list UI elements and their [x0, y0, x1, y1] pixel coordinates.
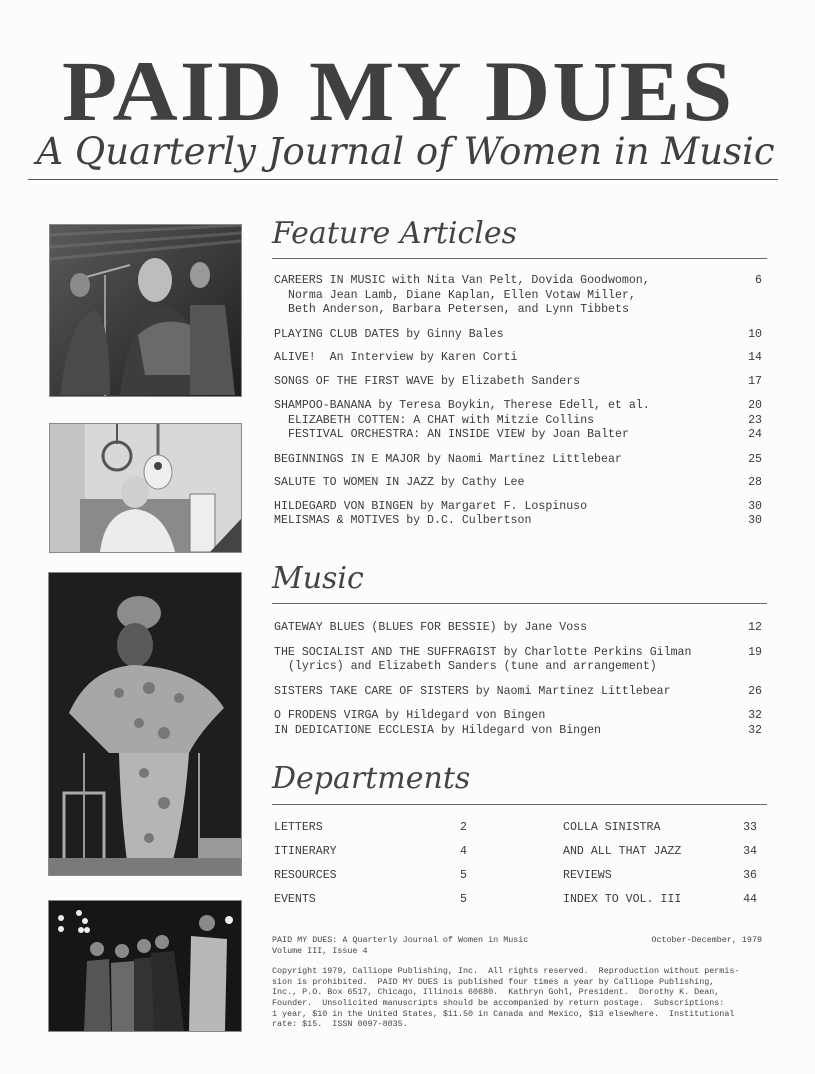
photo-group-on-stage — [48, 900, 242, 1032]
department-title: ITINERARY — [274, 845, 337, 858]
department-entry — [563, 888, 757, 912]
toc-entry-page: 14 — [748, 351, 762, 364]
toc-entry-page: 30 — [748, 514, 762, 527]
department-title: AND ALL THAT JAZZ — [563, 845, 682, 858]
photo-woman-with-instruments — [49, 423, 242, 553]
photo-band-performing — [49, 224, 242, 397]
toc-entry — [274, 476, 762, 491]
toc-entry — [274, 621, 762, 636]
department-entry — [563, 864, 757, 888]
toc-entry-continued — [274, 289, 762, 304]
issue-date: October-December, 1979 — [651, 935, 762, 945]
masthead-title — [28, 43, 768, 139]
department-title: COLLA SINISTRA — [563, 821, 661, 834]
section-rule-music — [272, 603, 767, 604]
department-title: LETTERS — [274, 821, 323, 834]
department-title: EVENTS — [274, 893, 316, 906]
toc-entry-page: 24 — [748, 428, 762, 441]
toc-entry — [274, 399, 762, 414]
masthead-subtitle: A Quarterly Journal of Women in Music — [36, 130, 775, 173]
department-entry — [563, 816, 757, 840]
toc-entry-title: Beth Anderson, Barbara Petersen, and Lynn Tibbets — [288, 303, 629, 316]
toc-entry-page: 26 — [748, 684, 762, 698]
toc-entry — [274, 414, 762, 429]
publication-header — [272, 935, 762, 946]
toc-entry-title: CAREERS IN MUSIC with Nita Van Pelt, Dovida Goodwomon, — [274, 274, 650, 287]
department-page: 5 — [460, 869, 467, 882]
toc-entry-title: HILDEGARD VON BINGEN by Margaret F. Lospinuso — [274, 499, 588, 513]
toc-entry-title: SALUTE TO WOMEN IN JAZZ by Cathy Lee — [274, 476, 525, 489]
section-rule-feature-articles — [272, 258, 767, 259]
section-title-feature-articles: Feature Articles — [272, 216, 518, 251]
toc-entry-page: 19 — [748, 645, 762, 659]
toc-entry — [274, 328, 762, 343]
copyright-line: rate: $15. ISSN 0097-8035. — [272, 1019, 408, 1030]
toc-entry — [274, 724, 762, 739]
toc-entry — [274, 351, 762, 366]
toc-entry-page: 30 — [748, 499, 762, 513]
toc-entry-page: 10 — [748, 327, 762, 341]
copyright-line: Founder. Unsolicited manuscripts should be accompanied by return postage. Subscriptions: — [272, 997, 725, 1008]
toc-entry — [274, 428, 762, 443]
toc-entry-title: SONGS OF THE FIRST WAVE by Elizabeth Sanders — [274, 374, 581, 388]
publication-info — [272, 935, 762, 1030]
toc-entry-page: 12 — [748, 621, 762, 634]
toc-entry-title: ELIZABETH COTTEN: A CHAT with Mitzie Collins — [288, 413, 595, 427]
department-page: 44 — [743, 893, 757, 906]
toc-entry-title: SHAMPOO-BANANA by Teresa Boykin, Therese Edell, et al. — [274, 399, 650, 412]
toc-entry — [274, 514, 762, 529]
department-title: REVIEWS — [563, 869, 612, 882]
toc-entry — [274, 646, 762, 661]
toc-entry-page: 20 — [748, 399, 762, 412]
masthead-title-text: PAID MY DUES — [61, 43, 735, 139]
departments-right-list — [563, 816, 757, 912]
toc-entry — [274, 709, 762, 724]
toc-entry — [274, 453, 762, 468]
departments-left-list — [274, 816, 467, 912]
feature-articles-list — [274, 274, 762, 529]
section-rule-departments — [272, 804, 767, 805]
toc-entry-title: FESTIVAL ORCHESTRA: AN INSIDE VIEW by Joan Balter — [288, 428, 629, 441]
toc-entry-page: 28 — [748, 476, 762, 489]
toc-entry-title: (lyrics) and Elizabeth Sanders (tune and arrangement) — [288, 660, 657, 673]
toc-entry-title: O FRODENS VIRGA by Hildegard von Bingen — [274, 709, 546, 722]
toc-entry-title: MELISMAS & MOTIVES by D.C. Culbertson — [274, 514, 532, 527]
journal-name: PAID MY DUES: A Quarterly Journal of Women in Music — [272, 935, 529, 945]
toc-entry-title: Norma Jean Lamb, Diane Kaplan, Ellen Votaw Miller, — [288, 288, 636, 302]
department-entry — [274, 864, 467, 888]
toc-entry-page: 32 — [748, 709, 762, 722]
toc-entry — [274, 274, 762, 289]
toc-entry-title: BEGINNINGS IN E MAJOR by Naomi Martinez Littlebear — [274, 452, 622, 466]
department-title: RESOURCES — [274, 869, 337, 882]
copyright-line: sion is prohibited. PAID MY DUES is published four times a year by Calliope Publishing, — [272, 976, 715, 987]
volume-issue: Volume III, Issue 4 — [272, 945, 368, 956]
toc-entry-title: SISTERS TAKE CARE OF SISTERS by Naomi Martinez Littlebear — [274, 684, 671, 698]
toc-entry — [274, 500, 762, 515]
department-entry — [274, 840, 467, 864]
toc-entry — [274, 375, 762, 390]
department-title: INDEX TO VOL. III — [563, 893, 682, 906]
photo-singer-on-stage — [48, 572, 242, 876]
toc-entry-title: PLAYING CLUB DATES by Ginny Bales — [274, 327, 504, 341]
section-title-departments: Departments — [272, 761, 471, 796]
copyright-line: Copyright 1979, Calliope Publishing, Inc. All rights reserved. Reproduction without permis- — [272, 966, 740, 977]
department-page: 36 — [743, 869, 757, 882]
toc-entry-continued — [274, 303, 762, 318]
toc-entry-page: 6 — [755, 274, 762, 287]
copyright-line: Inc., P.O. Box 6517, Chicago, Illinois 60680. Kathryn Gohl, President. Dorothy K. Dean, — [272, 987, 720, 998]
department-page: 2 — [460, 821, 467, 834]
department-page: 33 — [743, 821, 757, 834]
section-title-music: Music — [272, 561, 364, 596]
copyright-line: 1 year, $10 in the United States, $11.50 in Canada and Mexico, $13 elsewhere. Institutional — [272, 1008, 735, 1019]
toc-entry — [274, 685, 762, 700]
department-page: 34 — [743, 845, 757, 858]
masthead-rule — [28, 179, 778, 180]
department-page: 4 — [460, 845, 467, 858]
toc-entry-title: IN DEDICATIONE ECCLESIA by Hildegard von Bingen — [274, 723, 601, 737]
department-entry — [274, 888, 467, 912]
toc-entry-continued — [274, 660, 762, 675]
music-list — [274, 621, 762, 738]
toc-entry-title: GATEWAY BLUES (BLUES FOR BESSIE) by Jane Voss — [274, 621, 588, 634]
toc-entry-page: 17 — [748, 374, 762, 388]
toc-entry-page: 25 — [748, 452, 762, 466]
department-entry — [274, 816, 467, 840]
toc-entry-page: 32 — [748, 723, 762, 737]
department-page: 5 — [460, 893, 467, 906]
toc-entry-page: 23 — [748, 413, 762, 427]
toc-entry-title: ALIVE! An Interview by Karen Corti — [274, 351, 518, 364]
department-entry — [563, 840, 757, 864]
toc-entry-title: THE SOCIALIST AND THE SUFFRAGIST by Charlotte Perkins Gilman — [274, 645, 692, 659]
